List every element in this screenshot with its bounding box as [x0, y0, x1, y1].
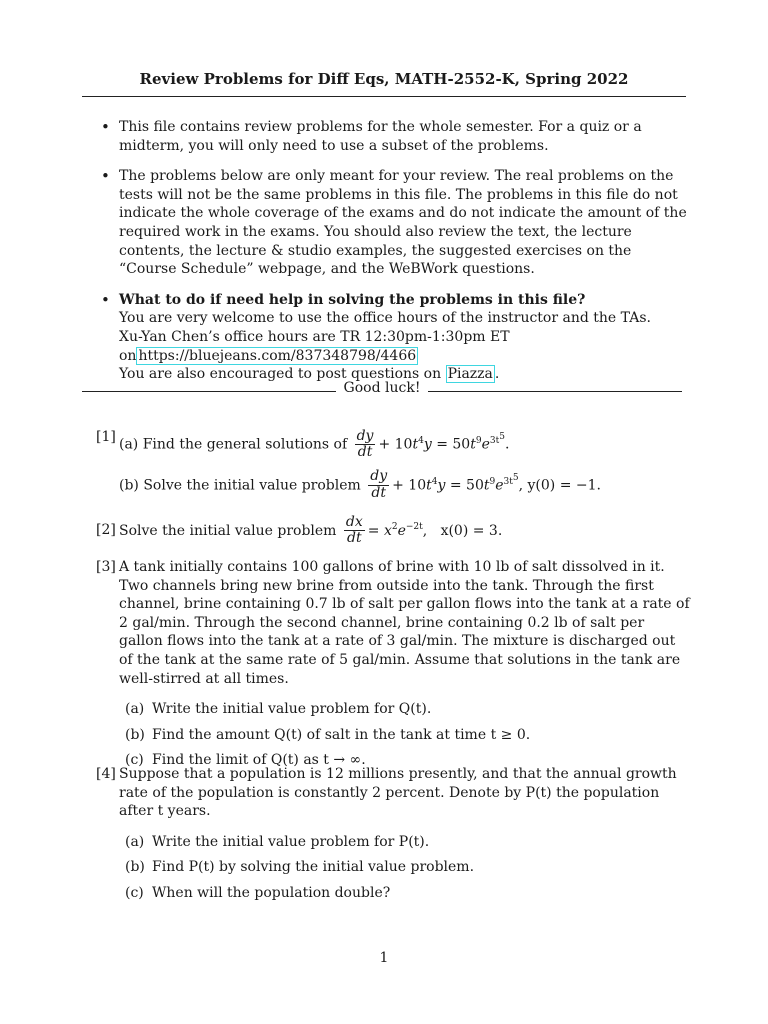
good-luck-text: Good luck! [343, 380, 421, 396]
problem-4-parts [119, 833, 690, 903]
problem-3 [96, 558, 690, 777]
problem-1a: (a) Find the general solutions of $\frac{dy}{dt}$ + $10t^4y = 50t^9e^{3t^5}$. [119, 427, 510, 461]
good-luck-divider [82, 380, 682, 396]
initial-condition: , y(0) = −1. [518, 477, 601, 494]
problem-3-parts [119, 700, 690, 770]
part-item [119, 726, 690, 745]
part-item [119, 884, 690, 903]
part-item [119, 700, 690, 719]
header-rule [82, 96, 686, 97]
problem-number: [3] [96, 559, 116, 575]
page-title: Review Problems for Diff Eqs, MATH-2552-K, Spring 2022 [139, 70, 629, 88]
part-item [119, 858, 690, 877]
help-line-office-hours: You are very welcome to use the office hours of the instructor and the TAs. [119, 310, 651, 327]
part-label: (b) [125, 726, 145, 743]
part-label: (a) [125, 701, 145, 718]
problem-4-text: Suppose that a population is 12 millions presently, and that the annual growth rate of the population is constantly 2 percent. Denote by P(t) the population after t years. [119, 766, 677, 820]
fraction-denominator: dt [347, 530, 362, 547]
part-text: Write the initial value problem for P(t). [152, 833, 430, 850]
note-item-review [100, 167, 690, 279]
help-line-text: Xu-Yan Chen’s office hours are TR 12:30pm-1:30pm ET on [119, 328, 510, 364]
fraction-numerator: dy [370, 468, 388, 485]
part-text: Find the amount Q(t) of salt in the tank at time t ≥ 0. [152, 726, 531, 743]
notes-list [100, 118, 690, 396]
piazza-link[interactable]: Piazza [447, 366, 493, 383]
note-text: The problems below are only meant for your review. The real problems on the tests will not be the same problems in this file. The problems in this file do not indicate the whole coverage of the exams and do not indicate the amount of the required work in the exams. You should also review the text, the lecture contents, the lecture & studio examples, the suggested exercises on the “Course Schedule” webpage, and the WeBWork questions. [119, 168, 687, 278]
period: . [504, 436, 510, 453]
divider-rule-right [428, 391, 682, 392]
fraction-numerator: dx [345, 514, 363, 530]
problem-number: [4] [96, 766, 116, 782]
problem-1b: (b) Solve the initial value problem $\frac{dy}{dt}$ + $10t^4y = 50t^9e^{3t^5}$, y(0) = −1. [119, 468, 601, 501]
part-label: (a) [125, 833, 145, 850]
problem-number: [1] [96, 429, 116, 445]
part-text: Find the limit of Q(t) as t → ∞. [152, 752, 366, 769]
problem-3-text: A tank initially contains 100 gallons of brine with 10 lb of salt dissolved in it. Two channels bring new brine from outside into the tank. Through the first channel, brine containing 0.7 lb of salt per gallon flows into the tank at a rate of 2 gal/min. Through the second channel, brine containing 0.2 lb of salt per gallon flows into the tank at a rate of 3 gal/min. The mixture is discharged out of the tank at the same rate of 5 gal/min. Assume that solutions in the tank are well-stirred at all times. [119, 559, 690, 687]
help-heading: • What to do if need help in solving the problems in this file? [119, 291, 586, 308]
part-text: When will the population double? [152, 884, 391, 901]
part-label: (c) [125, 752, 144, 769]
bluejeans-link[interactable]: https://bluejeans.com/837348798/4466 [138, 347, 417, 364]
help-line-text: You are also encouraged to post questions on [119, 366, 442, 383]
problem-1a-label: (a) Find the general solutions of [119, 436, 348, 453]
help-line-chen [119, 328, 690, 365]
part-label: (b) [125, 859, 145, 876]
fraction-denominator: dt [357, 444, 373, 461]
divider-rule-left [82, 391, 336, 392]
note-item-scope [100, 118, 690, 155]
period: . [494, 366, 500, 383]
problem-2-label: Solve the initial value problem [119, 522, 337, 539]
part-text: Find P(t) by solving the initial value problem. [152, 859, 475, 876]
problem-4 [96, 765, 690, 910]
part-text: Write the initial value problem for Q(t). [152, 701, 432, 718]
part-label: (c) [125, 884, 144, 901]
note-item-help [100, 291, 690, 384]
note-text: This file contains review problems for the whole semester. For a quiz or a midterm, you will only need to use a subset of the problems. [119, 119, 642, 154]
page-number: 1 [379, 950, 389, 966]
problem-1 [96, 428, 690, 501]
part-item [119, 833, 690, 852]
fraction-denominator: dt [371, 484, 386, 501]
problem-2: [2] Solve the initial value problem $\frac{dx}{dt}$ = $x^2e^{-2t}$, x(0) = 3. [96, 514, 503, 547]
problem-1b-label: (b) Solve the initial value problem [119, 477, 361, 494]
initial-condition: x(0) = 3. [440, 522, 503, 539]
derivative-fraction [344, 515, 365, 547]
fraction-numerator: dy [356, 427, 374, 444]
derivative-fraction [368, 469, 389, 501]
derivative-fraction [355, 429, 376, 461]
problem-number: [2] [96, 522, 116, 538]
